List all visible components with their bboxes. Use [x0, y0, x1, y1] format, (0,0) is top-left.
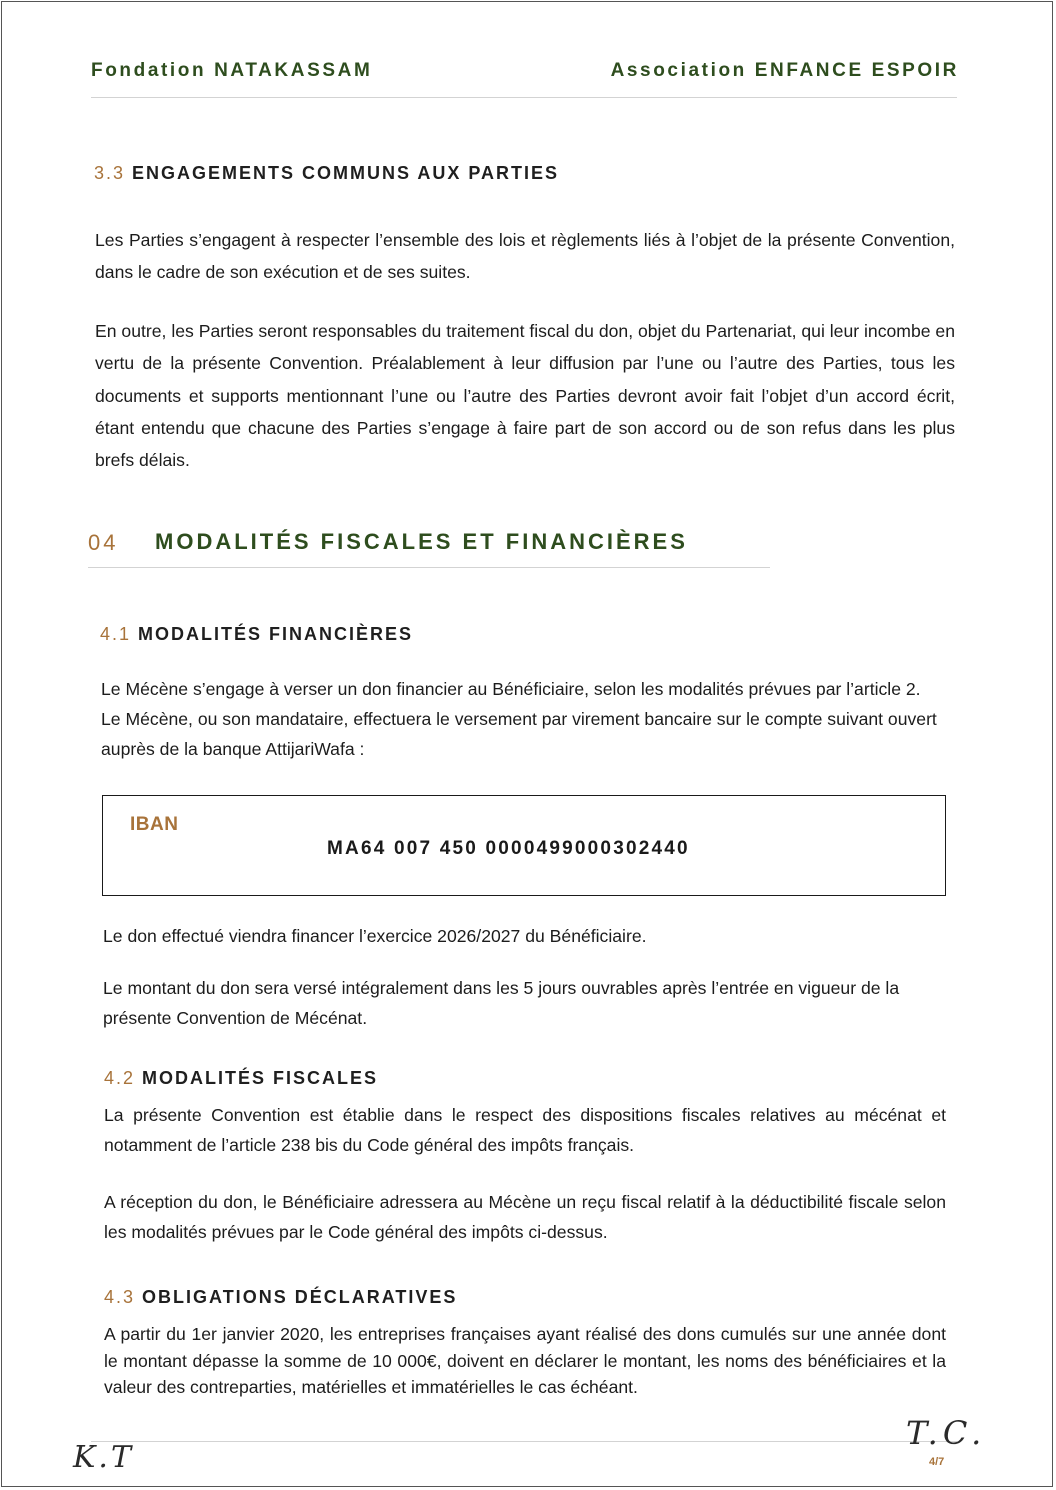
footer-divider: [91, 1441, 957, 1442]
section-4-3-paragraph-1: A partir du 1er janvier 2020, les entreprises françaises ayant réalisé des dons cumulés sur une année dont le montant dépasse la somme de 10 000€, doivent en déclarer le montant, les noms des bénéficiaires et la valeur des contreparties, matérielles et immatérielles le cas échéant.: [104, 1324, 946, 1397]
initials-left-handwritten: K.T: [73, 1440, 134, 1475]
section-4-2-title: MODALITÉS FISCALES: [142, 1068, 379, 1088]
section-4-1-paragraph-2: Le don effectué viendra financer l’exercice 2026/2027 du Bénéficiaire.: [103, 926, 647, 946]
section-4-1-paragraph-3: Le montant du don sera versé intégralement dans les 5 jours ouvrables après l’entrée en vigueur de la présente Convention de Mécénat.: [103, 978, 900, 1028]
header-left-title: Fondation NATAKASSAM: [91, 60, 373, 81]
section-3-3-heading: [94, 163, 559, 184]
section-04-title: MODALITÉS FISCALES ET FINANCIÈRES: [155, 529, 688, 554]
iban-label: IBAN: [130, 814, 179, 835]
section-4-2-paragraph-2: A réception du don, le Bénéficiaire adressera au Mécène un reçu fiscal relatif à la déductibilité fiscale selon les modalités prévues par le Code général des impôts ci-dessus.: [104, 1192, 946, 1242]
section-3-3-number: 3.3: [94, 163, 126, 183]
section-4-1-heading: [100, 624, 413, 645]
section-4-2-number: 4.2: [104, 1068, 136, 1088]
section-4-2-heading: [104, 1068, 378, 1089]
section-4-3-title: OBLIGATIONS DÉCLARATIVES: [142, 1287, 458, 1307]
section-4-2-paragraph-1: La présente Convention est établie dans le respect des dispositions fiscales relatives au mécénat et notamment de l’article 238 bis du Code général des impôts français.: [104, 1105, 946, 1155]
section-4-3-heading: [104, 1287, 457, 1308]
iban-box: [102, 795, 946, 896]
section-4-1-paragraph-1: Le Mécène s’engage à verser un don financier au Bénéficiaire, selon les modalités prévues par l’article 2. Le Mécène, ou son mandataire, effectuera le versement par virement bancaire sur le compte suivant ouvert auprès de la banque AttijariWafa :: [101, 679, 937, 759]
section-4-1-number: 4.1: [100, 624, 132, 644]
header-right-title: Association ENFANCE ESPOIR: [610, 60, 959, 81]
section-04-number: 04: [88, 530, 119, 555]
section-3-3-paragraph-1: Les Parties s’engagent à respecter l’ensemble des lois et règlements liés à l’objet de la présente Convention, dans le cadre de son exécution et de ses suites.: [95, 230, 955, 282]
page-number: 4/7: [929, 1456, 945, 1468]
section-4-3-number: 4.3: [104, 1287, 136, 1307]
section-3-3-title: ENGAGEMENTS COMMUNS AUX PARTIES: [132, 163, 560, 183]
section-04-divider: [88, 567, 770, 568]
header-divider: [91, 97, 957, 98]
section-3-3-paragraph-2: En outre, les Parties seront responsables du traitement fiscal du don, objet du Partenariat, qui leur incombe en vertu de la présente Convention. Préalablement à leur diffusion par l’une ou l’autre des Parties, tous les documents et supports mentionnant l’une ou l’autre des Parties devront avoir fait l’objet d’un accord écrit, étant entendu que chacune des Parties s’engage à faire part de son accord ou de son refus dans les plus brefs délais.: [95, 321, 955, 471]
initials-right-handwritten: T.C.: [906, 1414, 987, 1452]
section-4-1-title: MODALITÉS FINANCIÈRES: [138, 624, 414, 644]
iban-value: MA64 007 450 0000499000302440: [327, 838, 690, 859]
